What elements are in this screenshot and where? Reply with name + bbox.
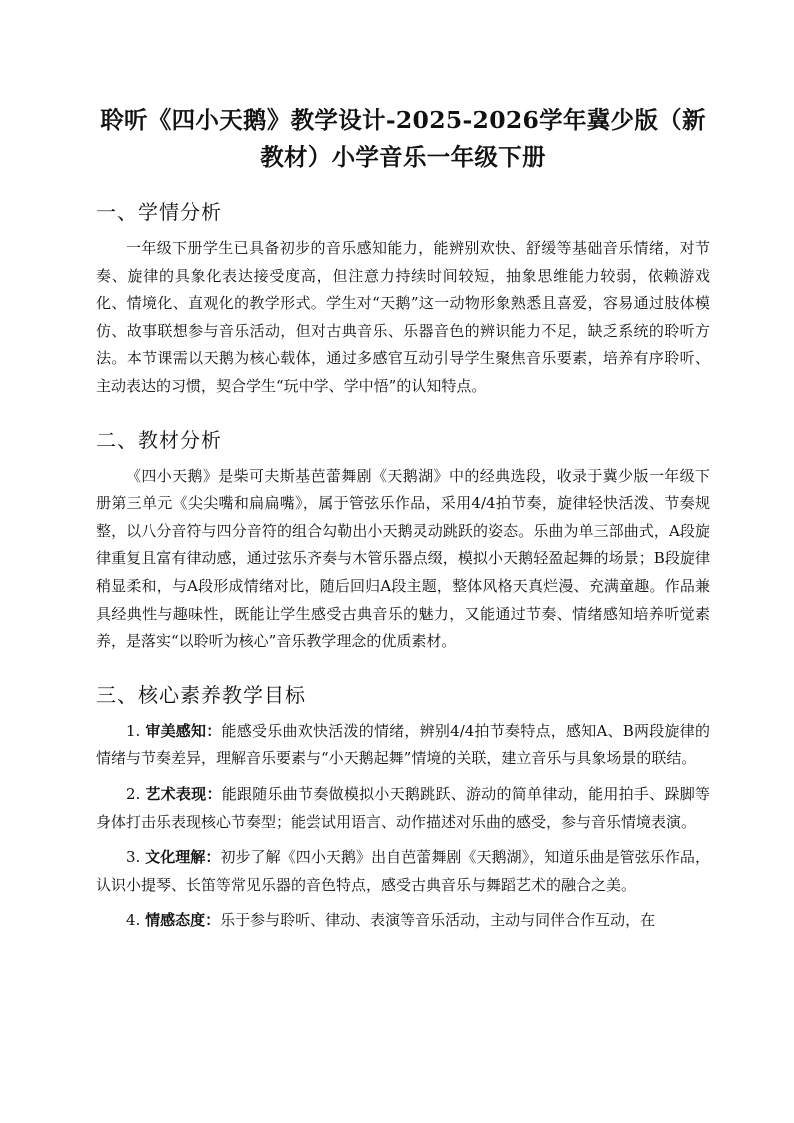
section-heading: 一、学情分析 [96, 200, 222, 224]
goal-text: 乐于参与聆听、律动、表演等音乐活动，主动与同伴合作互动，在 [220, 911, 656, 930]
goal-colon: ： [206, 721, 222, 740]
goal-item [96, 907, 710, 935]
goal-number: 3. [126, 848, 141, 867]
goal-text: 能感受乐曲欢快活泼的情绪，辨别4/4拍节奏特点，感知A、B两段旋律的情绪与节奏差异，理解音乐要素与“小天鹅起舞”情境的关联，建立音乐与具象场景的联结。 [96, 721, 710, 768]
goal-label: 审美感知 [145, 721, 207, 740]
section-heading: 二、教材分析 [96, 427, 222, 452]
goal-colon: ： [205, 848, 221, 867]
goal-text: 初步了解《四小天鹅》出自芭蕾舞剧《天鹅湖》，知道乐曲是管弦乐作品，认识小提琴、长笛等常见乐器的音色特点，感受古典音乐与舞蹈艺术的融合之美。 [96, 848, 710, 894]
goal-number: 1. [126, 721, 141, 740]
section-body: 一年级下册学生已具备初步的音乐感知能力，能辨别欢快、舒缓等基础音乐情绪，对节奏、旋律的具象化表达接受度高，但注意力持续时间较短，抽象思维能力较弱，依赖游戏化、情境化、直观化的教学形式。学生对“天鹅”这一动物形象熟悉且喜爱，容易通过肢体模仿、故事联想参与音乐活动，但对古典音乐、乐器音色的辨识能力不足，缺乏系统的聆听方法。本节课需以天鹅为核心载体，通过多感官互动引导学生聚焦音乐要素，培养有序聆听、主动表达的习惯，契合学生“玩中学、学中悟”的认知特点。 [96, 239, 710, 395]
goal-label: 文化理解 [145, 848, 206, 867]
section-body: 《四小天鹅》是柴可夫斯基芭蕾舞剧《天鹅湖》中的经典选段，收录于冀少版一年级下册第三单元《尖尖嘴和扁扁嘴》，属于管弦乐作品，采用4/4拍节奏，旋律轻快活泼、节奏规整，以八分音符与四分音符的组合勾勒出小天鹅灵动跳跃的姿态。乐曲为单三部曲式，A段旋律重复且富有律动感，通过弦乐齐奏与木管乐器点缀，模拟小天鹅轻盈起舞的场景；B段旋律稍显柔和，与A段形成情绪对比，随后回归A段主题，整体风格天真烂漫、充满童趣。作品兼具经典性与趣味性，既能让学生感受古典音乐的魅力，又能通过节奏、情绪感知培养听觉素养，是落实“以聆听为核心”音乐教学理念的优质素材。 [96, 466, 710, 651]
goal-colon: ： [205, 911, 221, 930]
document-title: 聆听《四小天鹅》教学设计-2025-2026学年冀少版（新教材）小学音乐一年级下册 [100, 106, 706, 171]
goal-item [96, 781, 710, 836]
goal-text: 能跟随乐曲节奏做模拟小天鹅跳跃、游动的简单律动，能用拍手、跺脚等身体打击乐表现核心节奏型；能尝试用语言、动作描述对乐曲的感受，参与音乐情境表演。 [96, 784, 710, 831]
goal-colon: ： [206, 784, 222, 803]
goal-label: 艺术表现 [145, 784, 207, 803]
goal-number: 4. [126, 911, 141, 930]
section-heading: 三、核心素养教学目标 [96, 682, 306, 707]
section-learner-analysis [96, 197, 710, 401]
goal-item [96, 844, 710, 899]
goal-label: 情感态度 [145, 911, 206, 930]
goal-number: 2. [126, 784, 141, 803]
goal-item [96, 718, 710, 773]
section-material-analysis [96, 425, 710, 656]
section-teaching-goals [96, 680, 710, 935]
